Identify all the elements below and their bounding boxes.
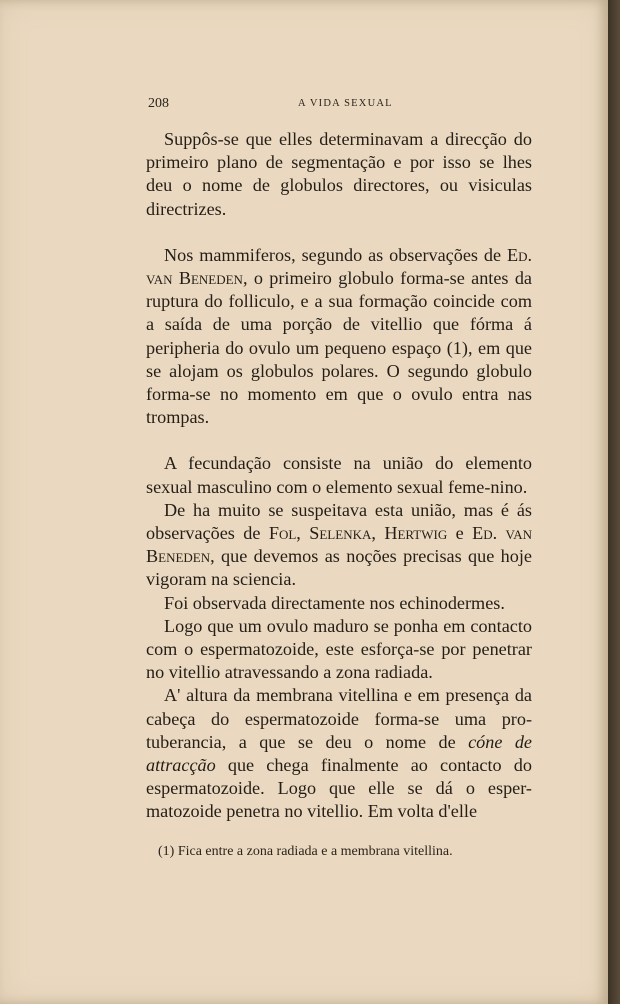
text-run: e [447,523,473,544]
paragraph: Foi observada directamente nos echinodermes. [164,592,505,613]
text-run: , [371,523,385,544]
page-number: 208 [148,96,169,111]
author-name: Ed. van Beneden [146,244,532,289]
author-name: Fol [268,523,297,544]
text-run: , o primeiro globulo forma-se antes da ruptura do folliculo, e a sua formação coincide com a saída de uma porção de vitellio que fórma á peripheria do ovulo um pequeno espaço (1), em que se alojam os globulos polares. O segundo globulo forma-se no momento em que o ovulo entra nas trompas. [146,268,532,428]
text-run: que chega finalmente ao contacto do espermatozoide. Logo que elle se dá o esper-matozoide penetra no vitellio. Em volta d'elle [146,755,532,822]
running-title: A VIDA SEXUAL [298,98,393,109]
text-run: A' altura da membrana vitellina e em presença da cabeça do espermatozoide forma-se uma pro-tuberancia, a que se deu o nome de [146,685,532,752]
paragraph [146,499,532,592]
paragraph: Logo que um ovulo maduro se ponha em contacto com o espermatozoide, este esforça-se por penetrar no vitellio atravessando a zona radiada. [146,615,532,683]
footnote: (1) Fica entre a zona radiada e a membrana vitellina. [158,844,453,859]
author-name: Hertwig [384,523,448,544]
body-text [146,128,532,824]
text-run: , [296,523,310,544]
page-header [148,96,528,112]
text-run: Nos mammiferos, segundo as observações de [164,244,507,265]
paragraph [146,684,532,823]
italic-term: cóne de attracção [146,731,532,776]
paragraph: A fecundação consiste na união do elemento sexual masculino com o elemento sexual feme-nino. [146,453,532,497]
paragraph [146,244,532,430]
author-name: Selenka [309,523,372,544]
author-name: Ed. van Beneden [146,523,533,567]
text-run: De ha muito se suspeitava esta união, mas é ás observações de [146,499,532,544]
book-edge [608,0,620,1004]
text-run: , que devemos as noções precisas que hoje vigoram na sciencia. [146,546,532,590]
paragraph: Suppôs-se que elles determinavam a direcção do primeiro plano de segmentação e por isso se lhes deu o nome de globulos directores, ou visiculas directrizes. [146,129,532,219]
